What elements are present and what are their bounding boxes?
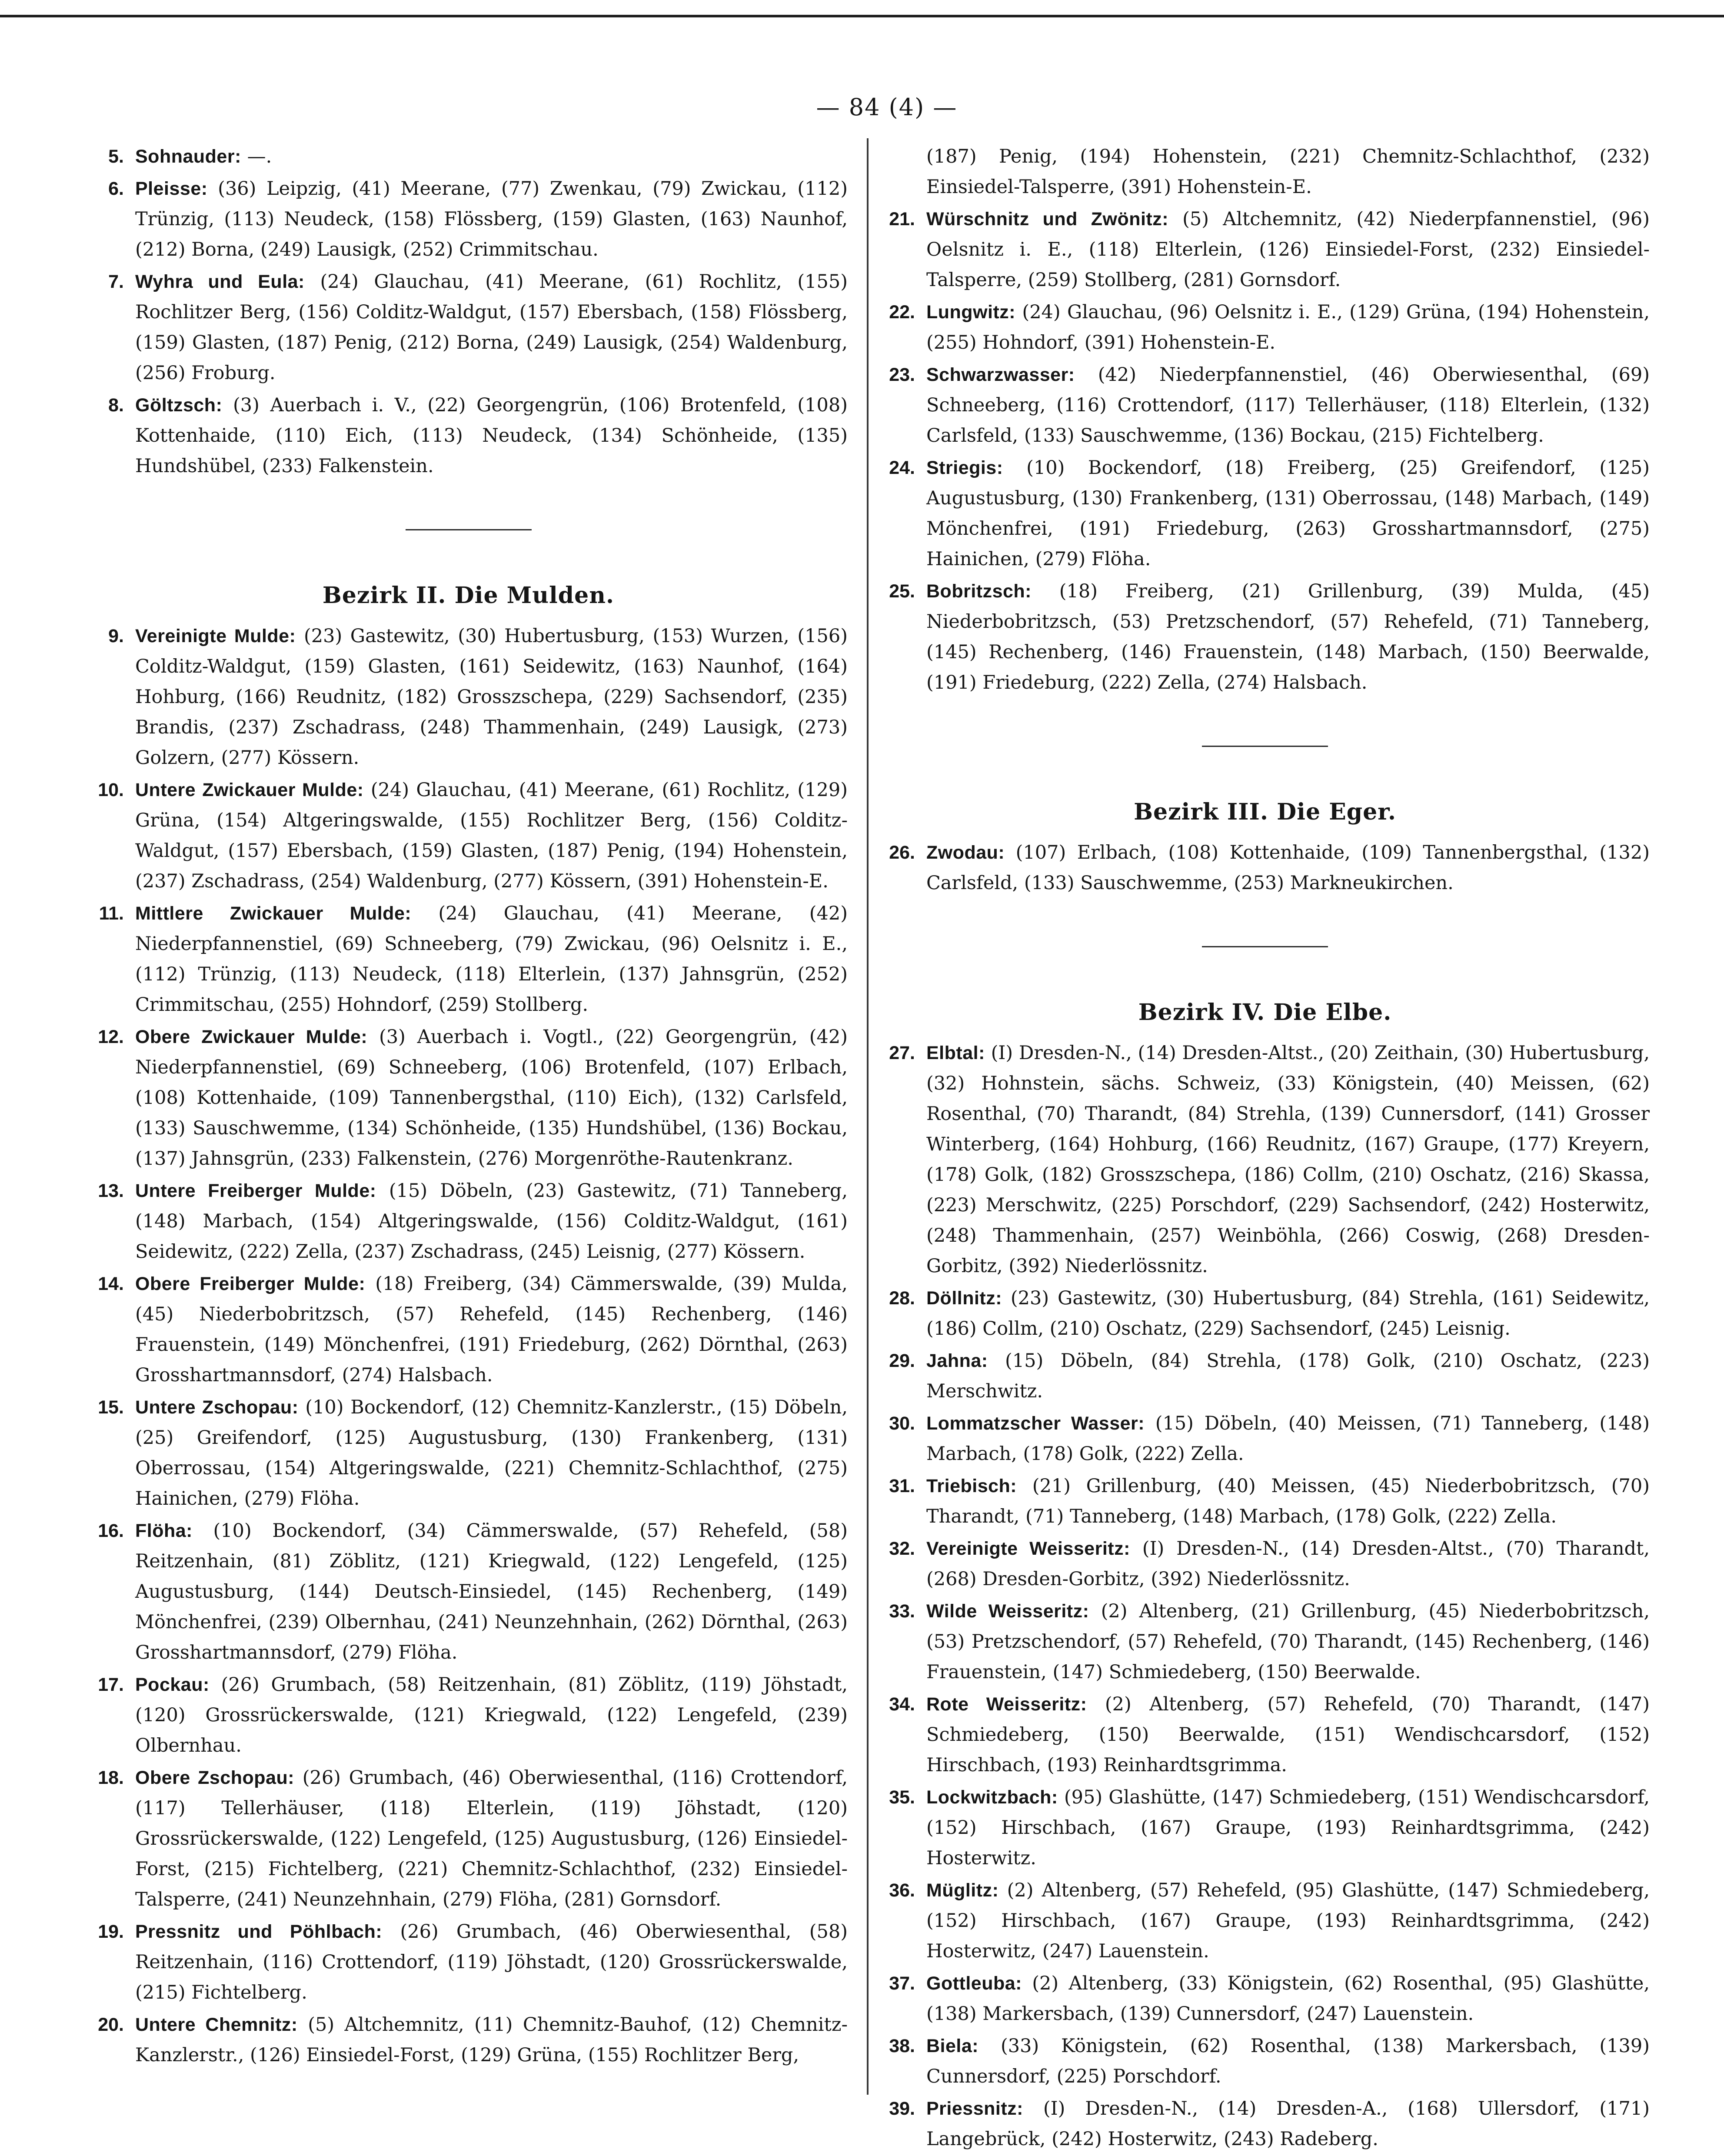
column-divider: [867, 138, 869, 2095]
top-border-line: [0, 15, 1724, 17]
entry-body: [926, 2031, 1650, 2092]
river-entry: [89, 1916, 848, 2008]
entry-body: [926, 1471, 1650, 1532]
entry-number: 7.: [108, 271, 124, 292]
entry-body: [926, 576, 1650, 698]
river-entry: [880, 1346, 1650, 1406]
river-name: Lommatzscher Wasser:: [926, 1413, 1145, 1434]
river-entry: [880, 1471, 1650, 1532]
river-entry: [89, 1269, 848, 1390]
entry-number: 18.: [98, 1767, 124, 1788]
station-list: (2) Altenberg, (21) Grillenburg, (45) Niederbobritzsch, (53) Pretzschendorf, (57) Rehefeld, (70) Tharandt, (145) Rechenberg, (146) Frauenstein, (147) Schmiedeberg, (150) Beerwalde.: [926, 1600, 1650, 1683]
river-entry: [89, 775, 848, 896]
river-name: Wyhra und Eula:: [135, 271, 305, 292]
entry-number: 15.: [98, 1397, 124, 1418]
station-list: (2) Altenberg, (57) Rehefeld, (95) Glashütte, (147) Schmiedeberg, (152) Hirschbach, (167) Graupe, (193) Reinhardtsgrimma, (242) Hosterwitz, (247) Lauenstein.: [926, 1879, 1650, 1962]
entry-body: [135, 1516, 848, 1668]
river-name: Pockau:: [135, 1674, 210, 1695]
left-column: [89, 141, 848, 2072]
station-list: (10) Bockendorf, (18) Freiberg, (25) Greifendorf, (125) Augustusburg, (130) Frankenberg, (131) Oberrossau, (148) Marbach, (149) Mönchenfrei, (191) Friedeburg, (263) Grosshartmannsdorf, (275) Hainichen, (279) Flöha.: [926, 457, 1650, 570]
entry-body: [135, 1916, 848, 2008]
river-name: Pleisse:: [135, 178, 208, 199]
entry-number: 27.: [889, 1043, 915, 1063]
river-name: Obere Freiberger Mulde:: [135, 1273, 366, 1294]
station-list: —.: [241, 146, 272, 167]
entry-body: [926, 1596, 1650, 1687]
river-name: Lungwitz:: [926, 302, 1016, 323]
entry-number: 38.: [889, 2036, 915, 2056]
river-name: Göltzsch:: [135, 395, 223, 416]
river-entry: [880, 1968, 1650, 2029]
station-list: (I) Dresden-N., (14) Dresden-A., (168) Ullersdorf, (171) Langebrück, (242) Hosterwitz, (243) Radeberg.: [926, 2098, 1650, 2150]
river-name: Mittlere Zwickauer Mulde:: [135, 903, 412, 924]
river-name: Rote Weisseritz:: [926, 1694, 1087, 1715]
river-entry: [880, 1596, 1650, 1687]
station-list: (15) Döbeln, (23) Gastewitz, (71) Tanneberg, (148) Marbach, (154) Altgeringswalde, (156) Colditz-Waldgut, (161) Seidewitz, (222) Zella, (237) Zschadrass, (245) Leisnig, (277) Kössern.: [135, 1180, 848, 1263]
entry-text: (187) Penig, (194) Hohenstein, (221) Chemnitz-Schlachthof, (232) Einsiedel-Talsperre, (391) Hohenstein-E.: [926, 146, 1650, 198]
river-name: Würschnitz und Zwönitz:: [926, 209, 1169, 230]
river-entry: [89, 1022, 848, 1174]
river-entry: [89, 898, 848, 1020]
river-entry: [89, 1392, 848, 1514]
entry-body: [926, 2093, 1650, 2154]
entry-body: [926, 1875, 1650, 1966]
entry-body: [926, 1782, 1650, 1873]
entry-number: 12.: [98, 1026, 124, 1047]
river-entry: [89, 621, 848, 773]
entry-body: [926, 204, 1650, 295]
station-list: (24) Glauchau, (41) Meerane, (61) Rochlitz, (129) Grüna, (154) Altgeringswalde, (155) Rochlitzer Berg, (156) Colditz-Waldgut, (157) Ebersbach, (159) Glasten, (187) Penig, (194) Hohenstein, (237) Zschadrass, (254) Waldenburg, (277) Kössern, (391) Hohenstein-E.: [135, 779, 848, 892]
river-name: Zwodau:: [926, 842, 1005, 863]
page-header: — 84 (4) —: [816, 93, 958, 121]
right-column: [880, 141, 1650, 2156]
station-list: (42) Niederpfannenstiel, (46) Oberwiesenthal, (69) Schneeberg, (116) Crottendorf, (117) Tellerhäuser, (118) Elterlein, (132) Carlsfeld, (133) Sauschwemme, (136) Bockau, (215) Fichtelberg.: [926, 364, 1650, 447]
river-name: Wilde Weisseritz:: [926, 1601, 1089, 1622]
river-name: Untere Freiberger Mulde:: [135, 1180, 376, 1201]
entry-number: 35.: [889, 1787, 915, 1808]
river-entry: [89, 267, 848, 388]
station-list: (2) Altenberg, (33) Königstein, (62) Rosenthal, (95) Glashütte, (138) Markersbach, (139) Cunnersdorf, (247) Lauenstein.: [926, 1973, 1650, 2025]
entry-number: 31.: [889, 1476, 915, 1496]
entry-body: [135, 898, 848, 1020]
river-name: Bobritzsch:: [926, 581, 1032, 602]
river-name: Gottleuba:: [926, 1973, 1022, 1994]
station-list: (10) Bockendorf, (12) Chemnitz-Kanzlerstr., (15) Döbeln, (25) Greifendorf, (125) Augustusburg, (130) Frankenberg, (131) Oberrossau, (154) Altgeringswalde, (221) Chemnitz-Schlachthof, (275) Hainichen, (279) Flöha.: [135, 1396, 848, 1510]
entry-body: [135, 621, 848, 773]
entry-body: [135, 1022, 848, 1174]
entry-number: 24.: [889, 457, 915, 478]
entry-number: 10.: [98, 780, 124, 800]
station-list: (3) Auerbach i. V., (22) Georgengrün, (106) Brotenfeld, (108) Kottenhaide, (110) Eich, (113) Neudeck, (134) Schönheide, (135) Hundshübel, (233) Falkenstein.: [135, 394, 848, 477]
river-entry: [880, 2093, 1650, 2154]
entry-number: 32.: [889, 1538, 915, 1559]
river-entry: [880, 837, 1650, 898]
station-list: (24) Glauchau, (41) Meerane, (42) Niederpfannenstiel, (69) Schneeberg, (79) Zwickau, (96) Oelsnitz i. E., (112) Trünzig, (113) Neudeck, (118) Elterlein, (137) Jahnsgrün, (252) Crimmitschau, (255) Hohndorf, (259) Stollberg.: [135, 903, 848, 1016]
entry-number: 8.: [108, 395, 124, 416]
station-list: (26) Grumbach, (58) Reitzenhain, (81) Zöblitz, (119) Jöhstadt, (120) Grossrückerswalde, (121) Kriegwald, (122) Lengefeld, (239) Olbernhau.: [135, 1674, 848, 1756]
river-entry: [880, 453, 1650, 574]
station-list: (95) Glashütte, (147) Schmiedeberg, (151) Wendischcarsdorf, (152) Hirschbach, (167) Graupe, (193) Reinhardtsgrimma, (242) Hosterwitz.: [926, 1786, 1650, 1869]
station-list: (2) Altenberg, (57) Rehefeld, (70) Tharandt, (147) Schmiedeberg, (150) Beerwalde, (151) Wendischcarsdorf, (152) Hirschbach, (193) Reinhardtsgrimma.: [926, 1693, 1650, 1776]
entry-number: 20.: [98, 2014, 124, 2035]
river-name: Flöha:: [135, 1520, 193, 1541]
river-entry: [89, 1516, 848, 1668]
river-entry: [89, 141, 848, 172]
river-entry: [880, 1782, 1650, 1873]
entry-number: 11.: [99, 903, 124, 924]
river-name: Obere Zwickauer Mulde:: [135, 1026, 368, 1047]
entry-body: [926, 1689, 1650, 1780]
entry-body: [135, 390, 848, 481]
entry-body: [926, 1533, 1650, 1594]
entry-number: 28.: [889, 1288, 915, 1309]
station-list: (23) Gastewitz, (30) Hubertusburg, (153) Wurzen, (156) Colditz-Waldgut, (159) Glasten, (161) Seidewitz, (163) Naunhof, (164) Hohburg, (166) Reudnitz, (182) Grosszschepa, (229) Sachsendorf, (235) Brandis, (237) Zschadrass, (248) Thammenhain, (249) Lausigk, (273) Golzern, (277) Kössern.: [135, 625, 848, 769]
district-heading: Bezirk IV. Die Elbe.: [1138, 999, 1392, 1026]
river-entry: [89, 390, 848, 481]
entry-body: [926, 1408, 1650, 1469]
river-entry: [89, 1763, 848, 1915]
entry-body: [135, 775, 848, 896]
station-list: (15) Döbeln, (40) Meissen, (71) Tanneberg, (148) Marbach, (178) Golk, (222) Zella.: [926, 1413, 1650, 1465]
section-separator: [406, 529, 532, 530]
entry-body: [135, 1392, 848, 1514]
entry-body: [135, 267, 848, 388]
river-name: Vereinigte Weisseritz:: [926, 1538, 1130, 1559]
river-name: Biela:: [926, 2036, 979, 2056]
river-entry: [880, 576, 1650, 698]
river-name: Untere Chemnitz:: [135, 2014, 298, 2035]
entry-body: [926, 1968, 1650, 2029]
entry-body: [926, 360, 1650, 451]
river-name: Elbtal:: [926, 1043, 985, 1063]
entry-body: [926, 453, 1650, 574]
river-name: Döllnitz:: [926, 1288, 1002, 1309]
entry-number: 29.: [889, 1350, 915, 1371]
river-entry: [880, 1038, 1650, 1281]
river-name: Vereinigte Mulde:: [135, 626, 296, 646]
entry-number: 39.: [889, 2098, 915, 2119]
river-name: Lockwitzbach:: [926, 1787, 1058, 1808]
station-list: (5) Altchemnitz, (42) Niederpfannenstiel, (96) Oelsnitz i. E., (118) Elterlein, (126) Einsiedel-Forst, (232) Einsiedel-Talsperre, (259) Stollberg, (281) Gornsdorf.: [926, 208, 1650, 291]
entry-number: 26.: [889, 842, 915, 863]
river-name: Pressnitz und Pöhlbach:: [135, 1921, 383, 1942]
entry-body: [135, 1763, 848, 1915]
entry-number: 33.: [889, 1601, 915, 1622]
river-entry: [880, 1283, 1650, 1344]
entry-number: 5.: [108, 146, 124, 167]
station-list: (26) Grumbach, (46) Oberwiesenthal, (58) Reitzenhain, (116) Crottendorf, (119) Jöhstadt, (120) Grossrückerswalde, (215) Fichtelberg.: [135, 1921, 848, 2003]
river-name: Jahna:: [926, 1350, 988, 1371]
river-entry: [89, 173, 848, 265]
river-name: Triebisch:: [926, 1476, 1017, 1496]
river-name: Untere Zschopau:: [135, 1397, 299, 1418]
entry-body: [926, 1283, 1650, 1344]
entry-number: 37.: [889, 1973, 915, 1994]
entry-number: 25.: [889, 581, 915, 602]
station-list: (5) Altchemnitz, (11) Chemnitz-Bauhof, (12) Chemnitz-Kanzlerstr., (126) Einsiedel-Forst, (129) Grüna, (155) Rochlitzer Berg,: [135, 2014, 848, 2066]
station-list: (I) Dresden-N., (14) Dresden-Altst., (20) Zeithain, (30) Hubertusburg, (32) Hohnstein, sächs. Schweiz, (33) Königstein, (40) Meissen, (62) Rosenthal, (70) Tharandt, (84) Strehla, (139) Cunnersdorf, (141) Grosser Winterberg, (164) Hohburg, (166) Reudnitz, (167) Graupe, (177) Kreyern, (178) Golk, (182) Grosszschepa, (186) Collm, (210) Oschatz, (216) Skassa, (223) Merschwitz, (225) Porschdorf, (229) Sachsendorf, (242) Hosterwitz, (248) Thammenhain, (257) Weinböhla, (266) Coswig, (268) Dresden-Gorbitz, (392) Niederlössnitz.: [926, 1042, 1650, 1277]
entry-number: 13.: [98, 1180, 124, 1201]
river-entry: [89, 1669, 848, 1761]
river-entry: [880, 360, 1650, 451]
station-list: (I) Dresden-N., (14) Dresden-Altst., (70) Tharandt, (268) Dresden-Gorbitz, (392) Niederlössnitz.: [926, 1538, 1650, 1590]
station-list: (24) Glauchau, (96) Oelsnitz i. E., (129) Grüna, (194) Hohenstein, (255) Hohndorf, (391) Hohenstein-E.: [926, 301, 1650, 353]
district-heading: Bezirk III. Die Eger.: [1134, 799, 1396, 825]
station-list: (18) Freiberg, (21) Grillenburg, (39) Mulda, (45) Niederbobritzsch, (53) Pretzschendorf, (57) Rehefeld, (71) Tanneberg, (145) Rechenberg, (146) Frauenstein, (148) Marbach, (150) Beerwalde, (191) Friedeburg, (222) Zella, (274) Halsbach.: [926, 580, 1650, 693]
river-name: Priessnitz:: [926, 2098, 1023, 2119]
river-entry: [880, 2031, 1650, 2092]
entry-number: 30.: [889, 1413, 915, 1434]
station-list: (15) Döbeln, (84) Strehla, (178) Golk, (210) Oschatz, (223) Merschwitz.: [926, 1350, 1650, 1402]
river-name: Obere Zschopau:: [135, 1767, 295, 1788]
entry-body: [135, 141, 848, 172]
entry-number: 23.: [889, 364, 915, 385]
district-heading: Bezirk II. Die Mulden.: [322, 582, 615, 609]
entry-number: 22.: [889, 302, 915, 323]
river-name: Striegis:: [926, 457, 1003, 478]
station-list: (18) Freiberg, (34) Cämmerswalde, (39) Mulda, (45) Niederbobritzsch, (57) Rehefeld, (145) Rechenberg, (146) Frauenstein, (149) Mönchenfrei, (191) Friedeburg, (262) Dörnthal, (263) Grosshartmannsdorf, (274) Halsbach.: [135, 1273, 848, 1386]
river-name: Schwarzwasser:: [926, 364, 1075, 385]
entry-number: 36.: [889, 1880, 915, 1901]
entry-body: [926, 1346, 1650, 1406]
entry-body: [135, 1176, 848, 1267]
station-list: (33) Königstein, (62) Rosenthal, (138) Markersbach, (139) Cunnersdorf, (225) Porschdorf.: [926, 2035, 1650, 2087]
section-separator: [1202, 946, 1328, 947]
river-name: Müglitz:: [926, 1880, 999, 1901]
entry-number: 17.: [98, 1674, 124, 1695]
river-entry: [89, 2009, 848, 2070]
station-list: (36) Leipzig, (41) Meerane, (77) Zwenkau, (79) Zwickau, (112) Trünzig, (113) Neudeck, (158) Flössberg, (159) Glasten, (163) Naunhof, (212) Borna, (249) Lausigk, (252) Crimmitschau.: [135, 178, 848, 260]
river-entry: [880, 1533, 1650, 1594]
entry-body: [926, 837, 1650, 898]
station-list: (26) Grumbach, (46) Oberwiesenthal, (116) Crottendorf, (117) Tellerhäuser, (118) Elterlein, (119) Jöhstadt, (120) Grossrückerswalde, (122) Lengefeld, (125) Augustusburg, (126) Einsiedel-Forst, (215) Fichtelberg, (221) Chemnitz-Schlachthof, (232) Einsiedel-Talsperre, (241) Neunzehnhain, (279) Flöha, (281) Gornsdorf.: [135, 1767, 848, 1910]
river-entry: [880, 1689, 1650, 1780]
station-list: (21) Grillenburg, (40) Meissen, (45) Niederbobritzsch, (70) Tharandt, (71) Tanneberg, (148) Marbach, (178) Golk, (222) Zella.: [926, 1475, 1650, 1527]
river-entry: [880, 1408, 1650, 1469]
station-list: (23) Gastewitz, (30) Hubertusburg, (84) Strehla, (161) Seidewitz, (186) Collm, (210) Oschatz, (229) Sachsendorf, (245) Leisnig.: [926, 1287, 1650, 1340]
entry-body: [135, 1269, 848, 1390]
entry-number: 16.: [98, 1520, 124, 1541]
river-name: Sohnauder:: [135, 146, 241, 167]
entry-body: [926, 297, 1650, 358]
river-entry: [880, 297, 1650, 358]
station-list: (107) Erlbach, (108) Kottenhaide, (109) Tannenbergsthal, (132) Carlsfeld, (133) Sauschwemme, (253) Markneukirchen.: [926, 842, 1650, 894]
entry-body: [135, 2009, 848, 2070]
entry-body: [926, 1038, 1650, 1281]
entry-body: [135, 1669, 848, 1761]
river-name: Untere Zwickauer Mulde:: [135, 780, 364, 800]
entry-number: 34.: [889, 1694, 915, 1715]
entry-continuation: [880, 141, 1650, 202]
river-entry: [880, 204, 1650, 295]
entry-number: 6.: [108, 178, 124, 199]
entry-number: 21.: [889, 209, 915, 230]
river-entry: [880, 1875, 1650, 1966]
entry-number: 9.: [108, 626, 124, 646]
station-list: (24) Glauchau, (41) Meerane, (61) Rochlitz, (155) Rochlitzer Berg, (156) Colditz-Waldgut, (157) Ebersbach, (158) Flössberg, (159) Glasten, (187) Penig, (212) Borna, (249) Lausigk, (254) Waldenburg, (256) Froburg.: [135, 271, 848, 384]
station-list: (10) Bockendorf, (34) Cämmerswalde, (57) Rehefeld, (58) Reitzenhain, (81) Zöblitz, (121) Kriegwald, (122) Lengefeld, (125) Augustusburg, (144) Deutsch-Einsiedel, (145) Rechenberg, (149) Mönchenfrei, (239) Olbernhau, (241) Neunzehnhain, (262) Dörnthal, (263) Grosshartmannsdorf, (279) Flöha.: [135, 1520, 848, 1663]
section-separator: [1202, 746, 1328, 747]
entry-number: 19.: [98, 1921, 124, 1942]
entry-body: [135, 173, 848, 265]
entry-number: 14.: [98, 1273, 124, 1294]
station-list: (3) Auerbach i. Vogtl., (22) Georgengrün, (42) Niederpfannenstiel, (69) Schneeberg, (106) Brotenfeld, (107) Erlbach, (108) Kottenhaide, (109) Tannenbergsthal, (110) Eich), (132) Carlsfeld, (133) Sauschwemme, (134) Schönheide, (135) Hundshübel, (136) Bockau, (137) Jahnsgrün, (233) Falkenstein, (276) Morgenröthe-Rautenkranz.: [135, 1026, 848, 1170]
river-entry: [89, 1176, 848, 1267]
